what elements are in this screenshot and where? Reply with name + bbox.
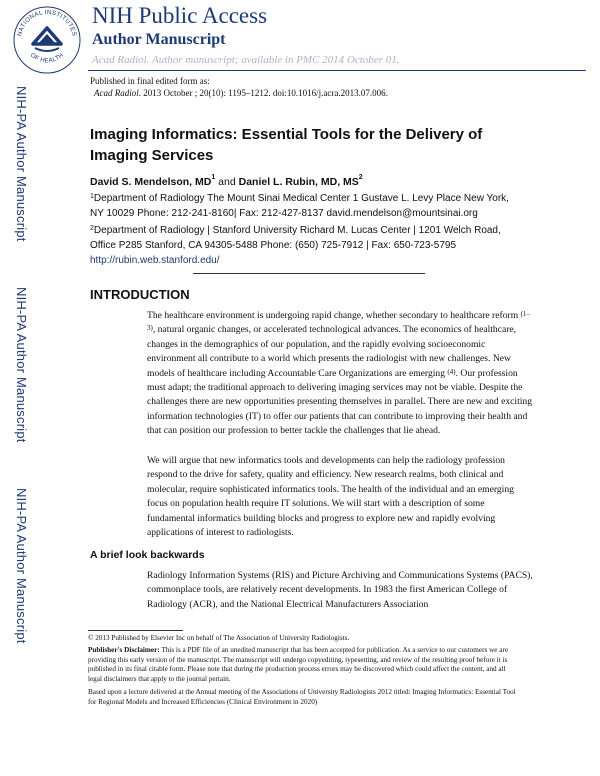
paragraph-text: The healthcare environment is undergoing rapid change, whether secondary to healthcare reform [147,310,521,321]
footnote-divider [88,630,183,631]
affiliation-2 [90,223,520,268]
author-affiliation-marker: 2 [358,174,363,181]
lecture-note: Based upon a lecture delivered at the Annual meeting of the Associations of University Radiologists 2012 titled: Imaging Informatics: Essential Tool for Regional Models and Increased Efficiencies (Clinical Environment in 2020) [88,688,516,706]
sidebar-watermark: NIH-PA Author Manuscript [14,488,29,644]
copyright-notice: © 2013 Published by Elsevier Inc on behalf of The Association of University Radiologists. [88,634,350,642]
sidebar-watermark: NIH-PA Author Manuscript [14,86,29,242]
author-name: David S. Mendelson, MD [90,176,212,188]
section2-paragraph-1: Radiology Information Systems (RIS) and Picture Archiving and Communications Systems (PACS), commonplace tools, are relatively recent developments. In 1983 the first American College of Radiology (ACR), and the National Electrical Manufacturers Association [147,570,533,610]
intro-paragraph-2: We will argue that new informatics tools and developments can help the radiology profession respond to the drive for safety, quality and efficiency. New research realms, both clinical and molecular, require sophisticated informatics tools. The health of the individual and an emerging focus on population health require IT solutions. We will start with a description of some fundamental informatics building blocks and progress to explore new and rapidly evolving applications of interest to radiologists. [147,455,514,539]
paragraph-text: . Our profession must adapt; the traditional approach to delivering imaging services may not be viable. Despite the challenges there are new opportunities presenting themselves in parallel. There are new and exciting information technologies (IT) to offer our patients that can contribute to improving their health and that can position our profession to better tackle the challenges that lie ahead. [147,367,533,437]
eagle-icon [33,28,61,51]
section-heading-introduction: INTRODUCTION [90,287,190,302]
paragraph-text: , natural organic changes, or accelerated technological advances. The economics of healthcare, changes in the demographics of our population, and the rapidly evolving socioeconomic environment all contribute to a world which presents the radiologist with new challenges. New models of healthcare including Accountable Care Organizations are emerging [147,324,517,379]
logo-text-top: NATIONAL INSTITUTES [16,8,78,37]
svg-text:OF HEALTH [29,52,65,65]
sidebar-watermark: NIH-PA Author Manuscript [14,287,29,443]
citation-details: . 2013 October ; 20(10): 1195–1212. doi:10.1016/j.acra.2013.07.006. [138,88,388,98]
nih-seal-logo [11,4,83,76]
affiliation-text: Department of Radiology | Stanford University Richard M. Lucas Center | 1201 Welch Road, Office P285 Stanford, CA 94305-5488 Phone: (650) 725-7912 | Fax: 650-723-5795 [90,225,501,251]
article-title: Imaging Informatics: Essential Tools for the Delivery of Imaging Services [90,126,483,164]
intro-paragraph-1 [147,309,533,439]
author-name: Daniel L. Rubin, MD, MS [238,176,359,188]
citation-marker: (4) [447,367,456,376]
author-conjunction: and [215,176,239,188]
header-divider [88,70,586,71]
published-line: Published in final edited form as: [90,76,210,86]
section-heading-brief-look: A brief look backwards [90,549,205,561]
publisher-disclaimer [88,646,518,684]
affiliation-1 [90,191,520,221]
citation-marker: (1–3) [147,310,530,333]
affiliation-link[interactable]: http://rubin.web.stanford.edu/ [90,255,220,266]
logo-text-bottom: OF HEALTH [28,51,66,65]
publication-info [90,75,388,99]
affiliation-marker: 2 [90,225,94,232]
journal-header-title: NIH Public Access [92,3,268,28]
disclaimer-text: This is a PDF file of an unedited manuscript that has been accepted for publication. As a service to our customers we are providing this early version of the manuscript. The manuscript will undergo copyediting, typesetting, and review of the resulting proof before it is published in its final citable form. Please note that during the production process errors may be discovered which could affect the content, and all legal disclaimers that apply to the journal pertain. [88,646,509,683]
availability-note: Acad Radiol. Author manuscript; available in PMC 2014 October 01. [92,54,400,66]
author-affiliation-marker: 1 [211,174,216,181]
journal-abbrev: Acad Radiol [94,88,139,98]
section-divider [193,273,425,274]
author-line [90,176,363,188]
disclaimer-label: Publisher's Disclaimer: [88,646,160,654]
journal-header-subtitle: Author Manuscript [92,31,226,48]
affiliation-text: Department of Radiology The Mount Sinai Medical Center 1 Gustave L. Levy Place New York, NY 10029 Phone: 212-241-8160| Fax: 212-427-8137 david.mendelson@mountsinai.org [90,193,509,219]
affiliation-marker: 1 [90,193,94,200]
svg-text:NATIONAL INSTITUTES [16,9,77,37]
